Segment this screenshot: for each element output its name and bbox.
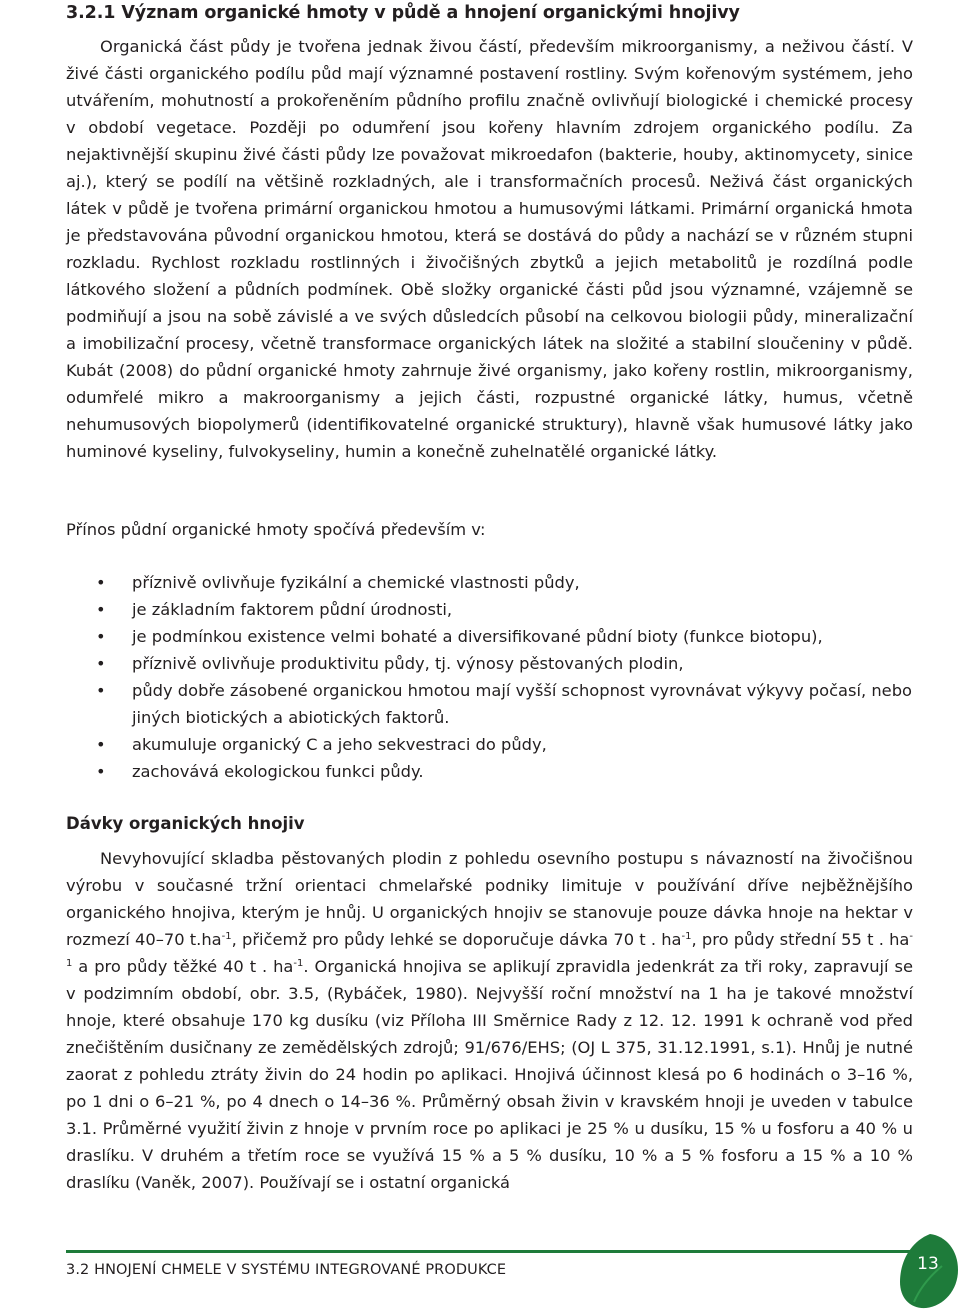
list-item-text: příznivě ovlivňuje fyzikální a chemické vlastnosti půdy, xyxy=(132,573,580,592)
footer-divider xyxy=(66,1250,918,1253)
superscript-exponent: -1 xyxy=(293,958,304,969)
bullet-icon: • xyxy=(96,573,106,592)
doses-text-5: . Organická hnojiva se aplikují zpravidla jedenkrát za tři roky, zapravují se v podzimním období, obr. 3.5, (Rybáček, 1980). Nejvyšší roční množství na 1 ha je takové množství hnoje, které obsahuje 170 kg dusíku (viz Příloha III Směrnice Rady z 12. 12. 1991 k ochraně vod před znečištěním dusičnany ze zemědělských zdrojů; 91/676/EHS; (OJ L 375, 31.12.1991, s.1). Hnůj je nutné zaorat z pohledu ztráty živin do 24 hodin po aplikaci. Hnojivá účinnost klesá po 6 hodinách o 3–16 %, po 1 dni o 6–21 %, po 4 dnech o 14–36 %. Průměrný obsah živin v kravském hnoji je uveden v tabulce 3.1. Průměrné využití živin z hnoje v prvním roce po aplikaci je 25 % u dusíku, 15 % u fosforu a 40 % u draslíku. V druhém a třetím roce se využívá 15 % a 5 % dusíku, 10 % a 5 % fosforu a 15 % a 10 % draslíku (Vaněk, 2007). Používají se i ostatní organická xyxy=(66,957,913,1192)
list-item xyxy=(66,758,913,785)
list-item xyxy=(66,650,913,677)
doses-text-1: Nevyhovující skladba pěstovaných plodin z pohledu osevního postupu s návazností na živočišnou výrobu v současné tržní orientaci chmelařské podniky limituje v používání dříve nejběžnějšího organického hnojiva, kterým je hnůj. U organických hnojiv se stanovuje pouze dávka hnoje na hektar v rozmezí 40–70 t.ha xyxy=(66,849,913,949)
superscript-exponent: -1 xyxy=(681,931,692,942)
doses-text-2: , přičemž pro půdy lehké se doporučuje dávka 70 t . ha xyxy=(231,930,682,949)
intro-paragraph: Organická část půdy je tvořena jednak živou částí, především mikroorganismy, a neživou částí. V živé části organického podílu půd mají významné postavení rostliny. Svým kořenovým systémem, jeho utvářením, mohutností a prokořeněním půdního profilu značně ovlivňují biologické i chemické procesy v období vegetace. Později po odumření jsou kořeny hlavním zdrojem organického podílu. Za nejaktivnější skupinu živé části půdy lze považovat mikroedafon (bakterie, houby, aktinomycety, sinice aj.), který se podílí na většině rozkladných, ale i transformačních procesů. Neživá část organických látek v půdě je tvořena primární organickou hmotou a humusovými látkami. Primární organická hmota je představována původní organickou hmotou, která se dostává do půdy a nachází se v různém stupni rozkladu. Rychlost rozkladu rostlinných i živočišných zbytků a jejich metabolitů je rozdílná podle látkového složení a půdních podmínek. Obě složky organické části půd jsou významné, vzájemně se podmiňují a jsou na sobě závislé a ve svých důsledcích působí na celkovou biologii půdy, mineralizační a imobilizační procesy, včetně transformace organických látek na složité a stabilní sloučeniny v půdě. Kubát (2008) do půdní organické hmoty zahrnuje živé organismy, jako kořeny rostlin, mikroorganismy, odumřelé mikro a makroorganismy a jejich části, rozpustné organické látky, humus, včetně nehumusových biopolymerů (identifikovatelné organické struktury), hlavně však humusové látky jako huminové kyseliny, fulvokyseliny, humin a konečně zuhelnatělé organické látky. xyxy=(66,37,913,461)
page-number: 13 xyxy=(917,1254,939,1274)
list-item xyxy=(66,731,913,758)
list-item xyxy=(66,623,913,650)
list-item-text: půdy dobře zásobené organickou hmotou mají vyšší schopnost vyrovnávat výkyvy počasí, nebo jiných biotických a abiotických faktorů. xyxy=(132,681,912,727)
list-item xyxy=(66,596,913,623)
list-item-text: je základním faktorem půdní úrodnosti, xyxy=(132,600,453,619)
doses-text-4: a pro půdy těžké 40 t . ha xyxy=(72,957,294,976)
bullet-icon: • xyxy=(96,600,106,619)
footer-chapter-title: 3.2 HNOJENÍ CHMELE V SYSTÉMU INTEGROVANÉ PRODUKCE xyxy=(66,1262,507,1278)
section-title: 3.2.1 Význam organické hmoty v půdě a hnojení organickými hnojivy xyxy=(66,3,740,23)
bullet-icon: • xyxy=(96,654,106,673)
list-item-text: příznivě ovlivňuje produktivitu půdy, tj. výnosy pěstovaných plodin, xyxy=(132,654,684,673)
list-item xyxy=(66,569,913,596)
doses-paragraph xyxy=(66,845,913,1196)
list-item-text: akumuluje organický C a jeho sekvestraci do půdy, xyxy=(132,735,547,754)
list-item-text: je podmínkou existence velmi bohaté a diversifikované půdní bioty (funkce biotopu), xyxy=(132,627,823,646)
bullet-icon: • xyxy=(96,735,106,754)
superscript-exponent: -1 xyxy=(66,931,913,969)
benefits-intro: Přínos půdní organické hmoty spočívá především v: xyxy=(66,520,486,539)
bullet-icon: • xyxy=(96,681,106,700)
bullet-icon: • xyxy=(96,762,106,781)
doses-text-3: , pro půdy střední 55 t . ha xyxy=(691,930,910,949)
doses-heading: Dávky organických hnojiv xyxy=(66,814,305,833)
benefits-list xyxy=(66,569,913,785)
superscript-exponent: -1 xyxy=(221,931,232,942)
list-item xyxy=(66,677,913,731)
list-item-text: zachovává ekologickou funkci půdy. xyxy=(132,762,424,781)
bullet-icon: • xyxy=(96,627,106,646)
